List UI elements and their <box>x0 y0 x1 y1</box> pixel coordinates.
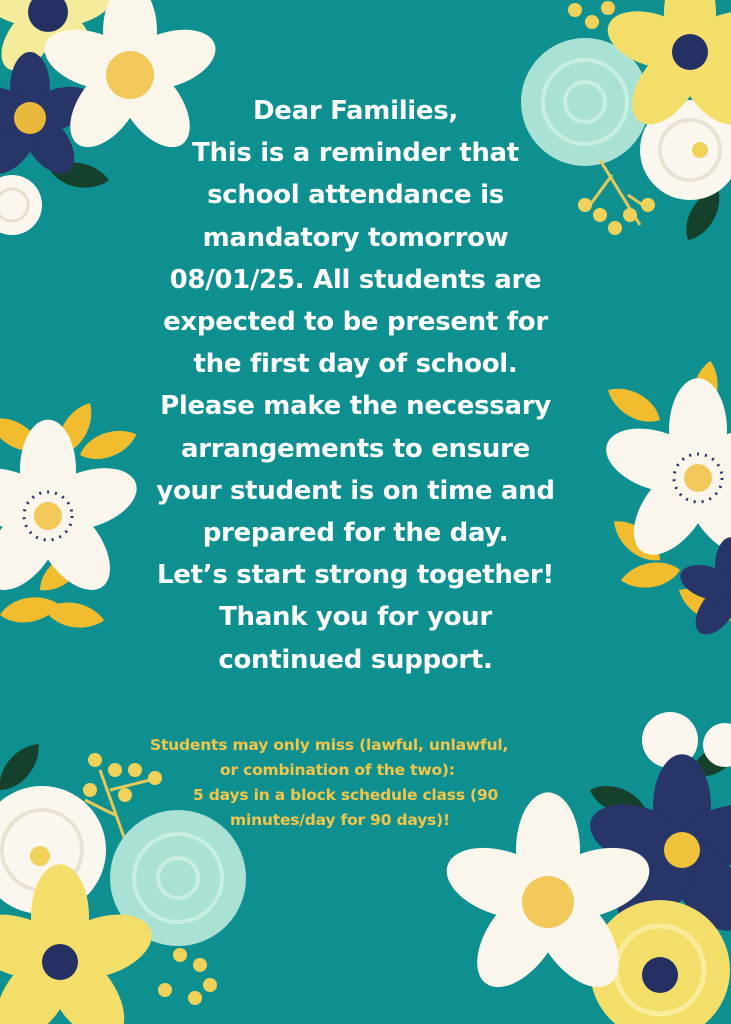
rose-icon <box>0 175 42 235</box>
message-line: Please make the necessary <box>160 391 551 422</box>
message-line: your student is on time and <box>156 475 555 506</box>
berry-sprig-icon <box>158 948 217 1005</box>
message-line: expected to be present for <box>163 307 548 338</box>
message-line: Dear Families, <box>252 96 459 126</box>
middle-right-flower-cluster <box>598 359 731 642</box>
note-line: Students may only miss (lawful, unlawful, <box>150 736 509 754</box>
message-line: mandatory tomorrow <box>202 222 509 253</box>
note-line: minutes/day for 90 days)! <box>230 811 450 829</box>
message-line: 08/01/25. All students are <box>169 264 542 295</box>
message-line: school attendance is <box>207 180 504 211</box>
message-line: Let’s start strong together! <box>157 560 554 591</box>
note-line: 5 days in a block schedule class (90 <box>193 786 499 804</box>
message-line: continued support. <box>218 644 493 675</box>
message-line: This is a reminder that <box>192 138 519 169</box>
middle-left-flower-cluster <box>0 397 145 632</box>
message-line: arrangements to ensure <box>180 433 530 464</box>
announcement-message <box>140 90 571 681</box>
message-line: prepared for the day. <box>202 518 509 549</box>
note-line: or combination of the two): <box>220 761 455 779</box>
attendance-policy-note <box>120 733 591 833</box>
message-line: the first day of school. <box>193 349 518 380</box>
message-line: Thank you for your <box>219 602 492 633</box>
